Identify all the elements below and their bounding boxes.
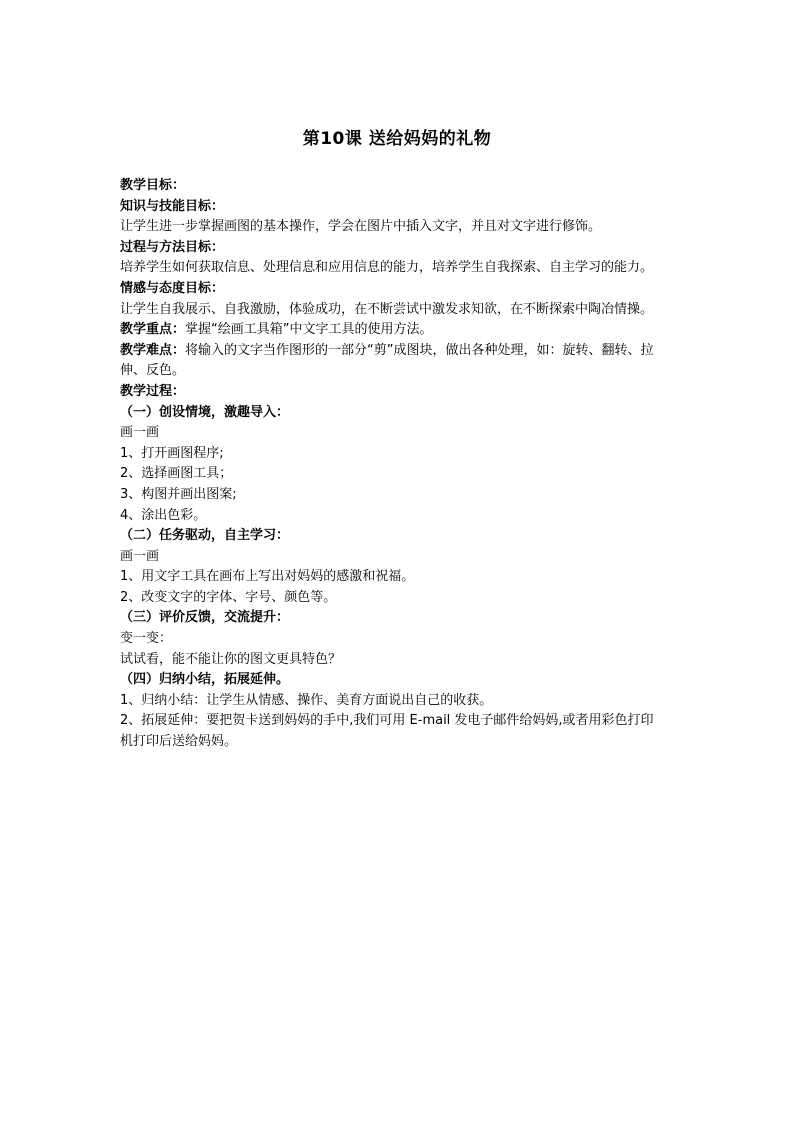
emotion-goal-heading: 情感与态度目标：	[120, 280, 225, 296]
section2-item: 2、改变文字的字体、字号、颜色等。	[120, 589, 337, 605]
section3-heading: （三）评价反馈，交流提升：	[120, 610, 290, 626]
difficulty-text: 将输入的文字当作图形的一部分“剪”成图块，做出各种处理，如：旋转、翻转、拉伸、反色。	[120, 342, 654, 379]
key-point-label: 教学重点：	[120, 322, 186, 338]
emotion-goal-text: 让学生自我展示、自我激励，体验成功，在不断尝试中激发求知欲，在不断探索中陶冶情操。	[120, 301, 654, 317]
process-goal-text: 培养学生如何获取信息、处理信息和应用信息的能力，培养学生自我探索、自主学习的能力。	[120, 260, 654, 276]
section2-heading: （二）任务驱动，自主学习：	[120, 528, 290, 544]
section3-text: 试试看，能不能让你的图文更具特色？	[120, 651, 342, 667]
process-goal-heading: 过程与方法目标：	[120, 239, 225, 255]
section1-item: 3、构图并画出图案;	[120, 486, 237, 502]
difficulty-label: 教学难点：	[120, 342, 186, 358]
lesson-title: 第10课 送给妈妈的礼物	[302, 129, 492, 149]
section2-item: 1、用文字工具在画布上写出对妈妈的感激和祝福。	[120, 569, 415, 585]
section3-sub: 变一变：	[120, 631, 173, 647]
key-point-text: 掌握“绘画工具箱”中文字工具的使用方法。	[185, 322, 433, 338]
knowledge-goal-text: 让学生进一步掌握画图的基本操作，学会在图片中插入文字，并且对文字进行修饰。	[120, 219, 602, 235]
section1-heading: （一）创设情境，激趣导入：	[120, 404, 290, 420]
section1-item: 2、选择画图工具；	[120, 466, 233, 482]
section4-item: 2、拓展延伸：要把贺卡送到妈妈的手中,我们可用 E-mail 发电子邮件给妈妈,或者用彩色打印机打印后送给妈妈。	[120, 713, 654, 750]
knowledge-goal-heading: 知识与技能目标：	[120, 198, 225, 214]
teaching-goals-heading: 教学目标：	[120, 178, 186, 193]
section1-sub: 画一画	[120, 425, 160, 441]
section1-item: 1、打开画图程序;	[120, 445, 224, 461]
section4-heading: （四）归纳小结，拓展延伸。	[120, 672, 290, 688]
section2-sub: 画一画	[120, 548, 160, 564]
lesson-content	[120, 176, 665, 753]
section1-item: 4、涂出色彩。	[120, 507, 207, 523]
key-point	[120, 320, 665, 341]
difficulty	[120, 341, 665, 382]
section4-item: 1、归纳小结：让学生从情感、操作、美育方面说出自己的收获。	[120, 692, 493, 708]
teaching-process-heading: 教学过程：	[120, 383, 186, 399]
